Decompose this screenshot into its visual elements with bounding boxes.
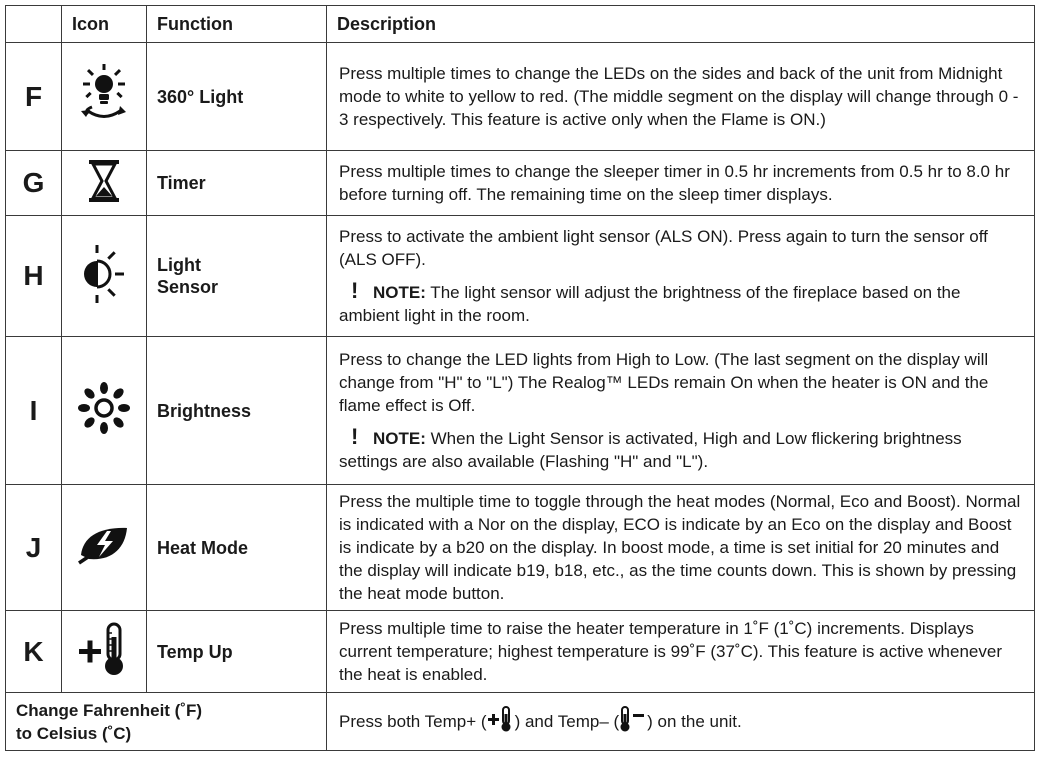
temp-minus-icon xyxy=(619,706,647,738)
table-row-i xyxy=(6,337,1035,485)
light-sensor-icon xyxy=(79,243,129,305)
icon-cell xyxy=(62,485,147,611)
description-cell xyxy=(327,337,1035,485)
description-text: Press to activate the ambient light sensor (ALS ON). Press again to turn the sensor off (ALS OFF). xyxy=(339,227,988,269)
footer-description xyxy=(339,706,1024,738)
icon-cell xyxy=(62,43,147,151)
function-line: Timer xyxy=(157,173,206,193)
footer-label-line: to Celsius (˚C) xyxy=(16,723,132,743)
note-text: When the Light Sensor is activated, High and Low flickering brightness settings are also available (Flashing "H" and "L"). xyxy=(339,429,962,471)
note xyxy=(339,425,1024,473)
table-row-celsius xyxy=(6,693,1035,751)
description-text: Press multiple times to change the sleeper timer in 0.5 hr increments from 0.5 hr to 8.0 hr before turning off. The remaining time on the sleep timer displays. xyxy=(339,162,1010,204)
function-label xyxy=(147,216,327,337)
brightness-icon xyxy=(77,381,131,435)
header-description: Description xyxy=(327,6,1035,43)
function-line: Heat Mode xyxy=(157,537,249,558)
temp-up-icon xyxy=(77,621,131,677)
function-line: 360° Light xyxy=(157,86,244,107)
description-text: Press multiple time to raise the heater temperature in 1˚F (1˚C) increments. Displays current temperature; highest temperature is 99˚F (37˚C). This feature is active whenever the heat is enabled. xyxy=(339,619,1002,684)
row-letter: K xyxy=(6,611,62,693)
footer-text: ) and Temp– ( xyxy=(514,711,620,731)
footer-label-line: Change Fahrenheit (˚F) xyxy=(16,700,203,720)
function-line: Temp Up xyxy=(157,641,233,662)
description-cell xyxy=(327,216,1035,337)
warning-icon: ! xyxy=(351,424,359,449)
description-text: Press multiple times to change the LEDs on the sides and back of the unit from Midnight mode to white to yellow to red. (The middle segment on the display will change through 0 - 3 respectively. This feature is active only when the Flame is ON.) xyxy=(339,64,1019,129)
row-letter: G xyxy=(6,151,62,216)
icon-cell xyxy=(62,216,147,337)
warning-icon: ! xyxy=(351,278,359,303)
heat-mode-icon xyxy=(77,525,131,565)
function-table xyxy=(5,5,1035,751)
header-icon: Icon xyxy=(62,6,147,43)
function-label xyxy=(147,43,327,151)
light-360-icon xyxy=(78,62,130,126)
footer-description-cell xyxy=(327,693,1035,751)
description-cell xyxy=(327,43,1035,151)
icon-cell xyxy=(62,151,147,216)
footer-label-cell xyxy=(6,693,327,751)
function-line: Sensor xyxy=(157,277,219,297)
description-text: Press to change the LED lights from High to Low. (The last segment on the display will change from "H" to "L") The Realog™ LEDs remain On when the heater is ON and the flame effect is Off. xyxy=(339,350,989,415)
table-row-h xyxy=(6,216,1035,337)
row-letter: H xyxy=(6,216,62,337)
header-function: Function xyxy=(147,6,327,43)
table-row-f xyxy=(6,43,1035,151)
function-line: Brightness xyxy=(157,400,252,421)
header-letter xyxy=(6,6,62,43)
function-label xyxy=(147,151,327,216)
footer-text: Press both Temp+ ( xyxy=(339,711,487,731)
note-label: NOTE: xyxy=(373,429,426,448)
table-row-g xyxy=(6,151,1035,216)
function-label xyxy=(147,611,327,693)
icon-cell xyxy=(62,337,147,485)
row-letter: J xyxy=(6,485,62,611)
temp-plus-icon xyxy=(487,706,515,738)
function-label xyxy=(147,485,327,611)
row-letter: F xyxy=(6,43,62,151)
note xyxy=(339,279,1024,327)
description-cell xyxy=(327,485,1035,611)
note-text: The light sensor will adjust the brightness of the fireplace based on the ambient light in the room. xyxy=(339,283,961,325)
function-label xyxy=(147,337,327,485)
footer-text: ) on the unit. xyxy=(647,711,742,731)
description-text: Press the multiple time to toggle through the heat modes (Normal, Eco and Boost). Normal is indicated with a Nor on the display, ECO is indicate by an Eco on the display and Boost is indicate by a b20 on the display. In boost mode, a time is set initial for 20 minutes and the display will indicate b19, b18, etc., as the time counts down. This is shown by pressing the heat mode button. xyxy=(339,492,1021,603)
table-row-k xyxy=(6,611,1035,693)
table-header-row xyxy=(6,6,1035,43)
table-row-j xyxy=(6,485,1035,611)
icon-cell xyxy=(62,611,147,693)
description-cell xyxy=(327,611,1035,693)
description-cell xyxy=(327,151,1035,216)
note-label: NOTE: xyxy=(373,283,426,302)
row-letter: I xyxy=(6,337,62,485)
function-line: Light xyxy=(157,255,201,275)
hourglass-icon xyxy=(86,158,122,204)
